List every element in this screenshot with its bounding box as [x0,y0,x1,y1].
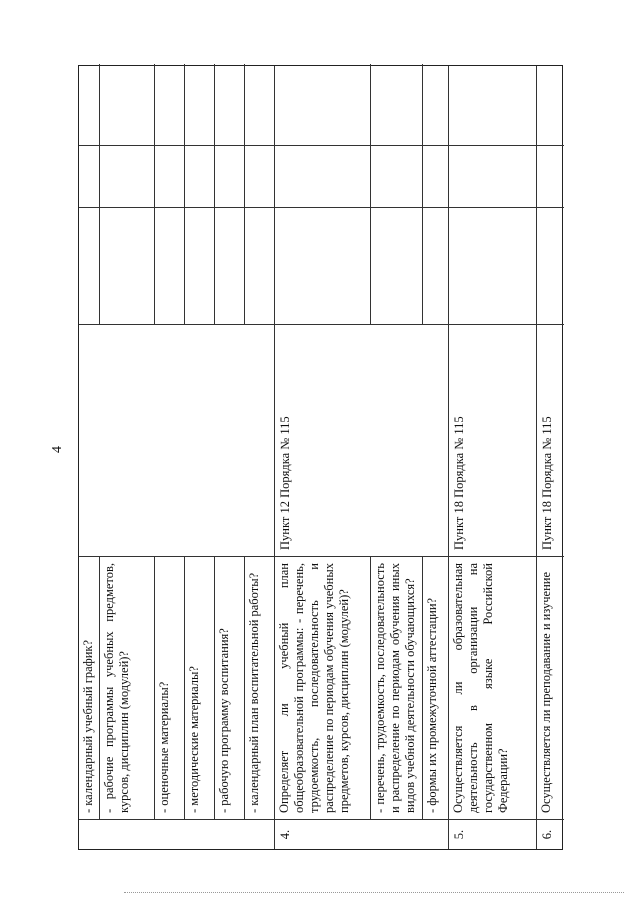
answer-cell [449,207,536,324]
question-item: - методические материалы? [185,557,215,819]
answer-cell [275,145,448,207]
question-cell [275,556,448,819]
note-cell [79,64,274,145]
question-cell: Осуществляется ли преподавание и изучение [537,556,564,819]
question-item: - календарный план воспитательной работы? [247,572,261,813]
answer-cell [79,207,274,324]
row-number: 5. [449,819,536,849]
question-cell: Осуществляется ли образовательная деятельность в организации на государственном языке Российской Федерации? [449,556,536,819]
question-item: - календарный учебный график? [79,557,100,819]
question-item: - рабочие программы учебных предметов, курсов, дисциплин (модулей)? [100,557,155,819]
note-cell [275,64,448,145]
checklist-table [78,65,563,850]
row-number [79,819,274,849]
basis-cell: Пункт 18 Порядка № 115 [449,324,536,556]
page-number: 4 [50,446,65,453]
table-row [449,66,537,849]
basis-cell: Пункт 18 Порядка № 115 [537,324,564,556]
note-cell [537,64,564,145]
question-item: - рабочую программу воспитания? [215,557,245,819]
table-row [275,66,449,849]
table-row [79,66,275,849]
basis-cell [79,324,274,556]
answer-cell [275,207,448,324]
answer-cell [537,145,564,207]
row-number: 4. [275,819,448,849]
table-row [537,66,564,849]
question-item: - формы их промежуточной аттестации? [425,597,439,813]
scan-edge-line [124,892,624,893]
question-cell [79,556,274,819]
answer-cell [79,145,274,207]
question-item: - перечень, трудоемкость, последовательность и распределение по периодам обучения иных видов учебной деятельности обучающихся? [371,557,423,819]
note-cell [449,64,536,145]
basis-cell: Пункт 12 Порядка № 115 [275,324,448,556]
question-item: - оценочные материалы? [155,557,185,819]
question-item: Определяет ли учебный план общеобразовательной программы: - перечень, трудоемкость, последовательность и распределение по периодам обучения учебных предметов, курсов, дисциплин (модулей)? [275,557,371,819]
row-number: 6. [537,819,564,849]
answer-cell [449,145,536,207]
answer-cell [537,207,564,324]
